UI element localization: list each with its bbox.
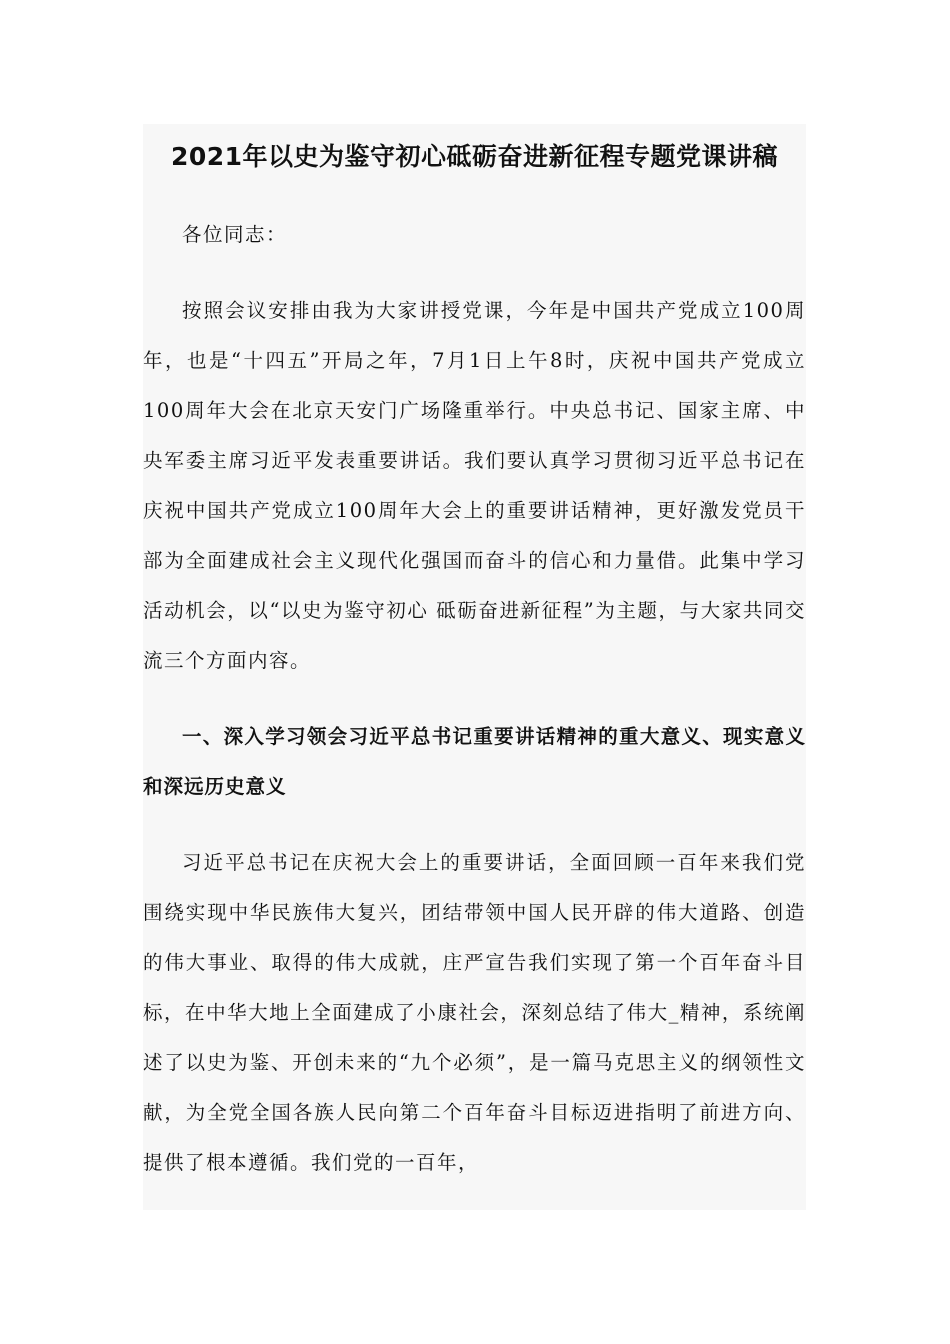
section-heading-1: 一、深入学习领会习近平总书记重要讲话精神的重大意义、现实意义和深远历史意义 [143,725,806,798]
paragraph-intro: 按照会议安排由我为大家讲授党课，今年是中国共产党成立100周年，也是“十四五”开局之年，7月1日上午8时，庆祝中国共产党成立100周年大会在北京天安门广场隆重举行。中央总书记、国家主席、中央军委主席习近平发表重要讲话。我们要认真学习贯彻习近平总书记在庆祝中国共产党成立100周年大会上的重要讲话精神，更好激发党员干部为全面建成社会主义现代化强国而奋斗的信心和力量借。此集中学习活动机会，以“以史为鉴守初心 砥砺奋进新征程”为主题，与大家共同交流三个方面内容。 [143,299,806,672]
document-page [143,124,806,1210]
paragraph-section-1: 习近平总书记在庆祝大会上的重要讲话，全面回顾一百年来我们党围绕实现中华民族伟大复兴，团结带领中国人民开辟的伟大道路、创造的伟大事业、取得的伟大成就，庄严宣告我们实现了第一个百年奋斗目标，在中华大地上全面建成了小康社会，深刻总结了伟大_精神，系统阐述了以史为鉴、开创未来的“九个必须”，是一篇马克思主义的纲领性文献，为全党全国各族人民向第二个百年奋斗目标迈进指明了前进方向、提供了根本遵循。我们党的一百年， [143,851,806,1174]
salutation: 各位同志： [182,223,288,246]
document-title: 2021年以史为鉴守初心砥砺奋进新征程专题党课讲稿 [170,142,779,171]
